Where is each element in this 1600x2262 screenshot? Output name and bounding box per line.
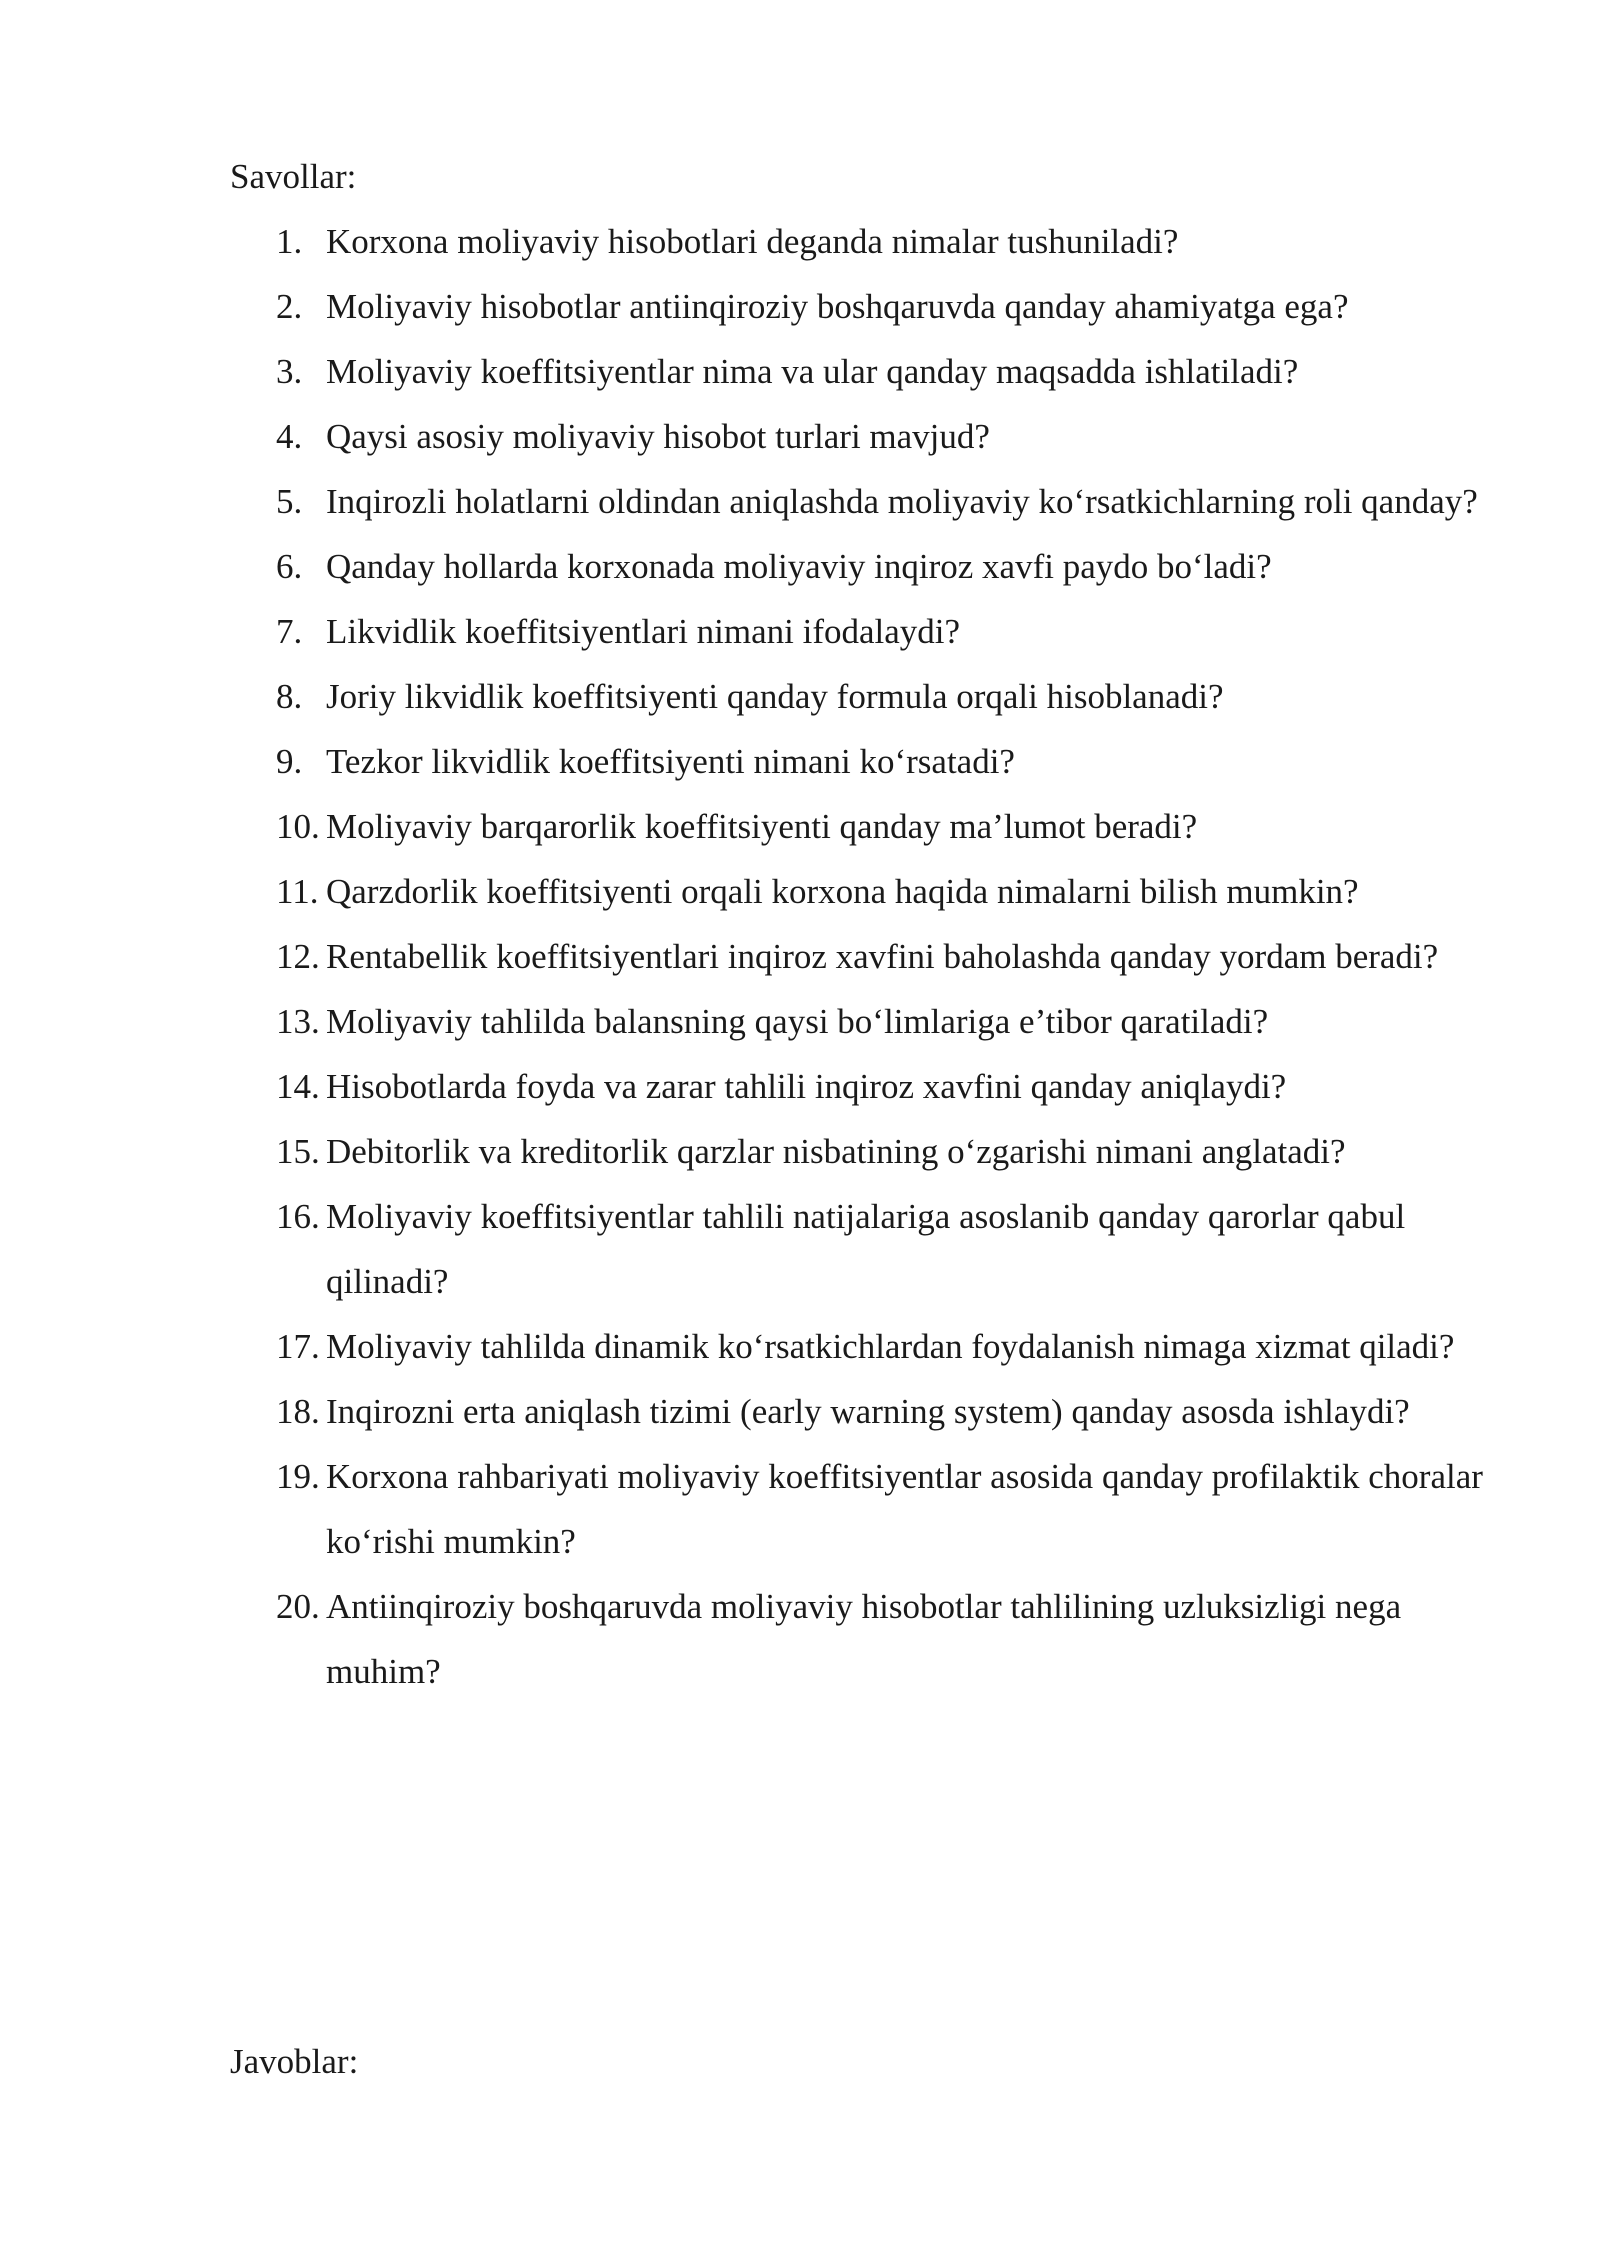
question-text: Inqirozni erta aniqlash tizimi (early warning system) qanday asosda ishlaydi? [326,1392,1410,1431]
question-item [0,1184,1600,1314]
question-text: Likvidlik koeffitsiyentlari nimani ifodalaydi? [326,612,961,651]
question-item [0,859,1600,924]
question-text: Qarzdorlik koeffitsiyenti orqali korxona haqida nimalarni bilish mumkin? [326,872,1359,911]
question-number: 20. [276,1587,320,1626]
questions-list [0,209,1600,1704]
question-text: Moliyaviy hisobotlar antiinqiroziy boshqaruvda qanday ahamiyatga ega? [326,287,1349,326]
question-number: 12. [276,937,320,976]
question-item [0,1054,1600,1119]
question-item [0,274,1600,339]
question-item [0,794,1600,859]
question-number: 11. [276,872,319,911]
question-item [0,1314,1600,1379]
question-item [0,534,1600,599]
question-number: 19. [276,1457,320,1496]
question-number: 10. [276,807,320,846]
question-text: Hisobotlarda foyda va zarar tahlili inqiroz xavfini qanday aniqlaydi? [326,1067,1287,1106]
question-item [0,404,1600,469]
question-number: 9. [276,742,303,781]
question-number: 6. [276,547,303,586]
question-number: 15. [276,1132,320,1171]
question-text: Joriy likvidlik koeffitsiyenti qanday formula orqali hisoblanadi? [326,677,1224,716]
question-item [0,1444,1600,1574]
question-item [0,469,1600,534]
question-number: 18. [276,1392,320,1431]
question-number: 13. [276,1002,320,1041]
question-text: Qaysi asosiy moliyaviy hisobot turlari mavjud? [326,417,990,456]
question-number: 14. [276,1067,320,1106]
question-text: Moliyaviy tahlilda balansning qaysi bo‘limlariga e’tibor qaratiladi? [326,1002,1269,1041]
question-text: Moliyaviy barqarorlik koeffitsiyenti qanday ma’lumot beradi? [326,807,1198,846]
question-number: 1. [276,222,303,261]
answers-heading: Javoblar: [230,2042,359,2081]
question-number: 2. [276,287,303,326]
question-number: 7. [276,612,303,651]
question-item [0,924,1600,989]
question-number: 8. [276,677,303,716]
question-item [0,989,1600,1054]
question-text: Korxona moliyaviy hisobotlari deganda nimalar tushuniladi? [326,222,1179,261]
question-text: Moliyaviy tahlilda dinamik ko‘rsatkichlardan foydalanish nimaga xizmat qiladi? [326,1327,1455,1366]
question-number: 3. [276,352,303,391]
question-text: Moliyaviy koeffitsiyentlar nima va ular qanday maqsadda ishlatiladi? [326,352,1299,391]
question-text: Moliyaviy koeffitsiyentlar tahlili natijalariga asoslanib qanday qarorlar qabul qilinadi? [326,1197,1406,1301]
question-text: Qanday hollarda korxonada moliyaviy inqiroz xavfi paydo bo‘ladi? [326,547,1272,586]
question-text: Rentabellik koeffitsiyentlari inqiroz xavfini baholashda qanday yordam beradi? [326,937,1439,976]
question-item [0,729,1600,794]
question-text: Debitorlik va kreditorlik qarzlar nisbatining o‘zgarishi nimani anglatadi? [326,1132,1346,1171]
question-text: Korxona rahbariyati moliyaviy koeffitsiyentlar asosida qanday profilaktik choralar ko‘rishi mumkin? [326,1457,1483,1561]
question-number: 17. [276,1327,320,1366]
question-item [0,1379,1600,1444]
question-text: Antiinqiroziy boshqaruvda moliyaviy hisobotlar tahlilining uzluksizligi nega muhim? [326,1587,1402,1691]
question-text: Tezkor likvidlik koeffitsiyenti nimani ko‘rsatadi? [326,742,1015,781]
question-number: 16. [276,1197,320,1236]
question-text: Inqirozli holatlarni oldindan aniqlashda moliyaviy ko‘rsatkichlarning roli qanday? [326,482,1478,521]
questions-heading: Savollar: [230,157,357,196]
question-item [0,1119,1600,1184]
question-item [0,599,1600,664]
question-item [0,1574,1600,1704]
question-item [0,664,1600,729]
question-number: 5. [276,482,303,521]
question-number: 4. [276,417,303,456]
question-item [0,209,1600,274]
question-item [0,339,1600,404]
